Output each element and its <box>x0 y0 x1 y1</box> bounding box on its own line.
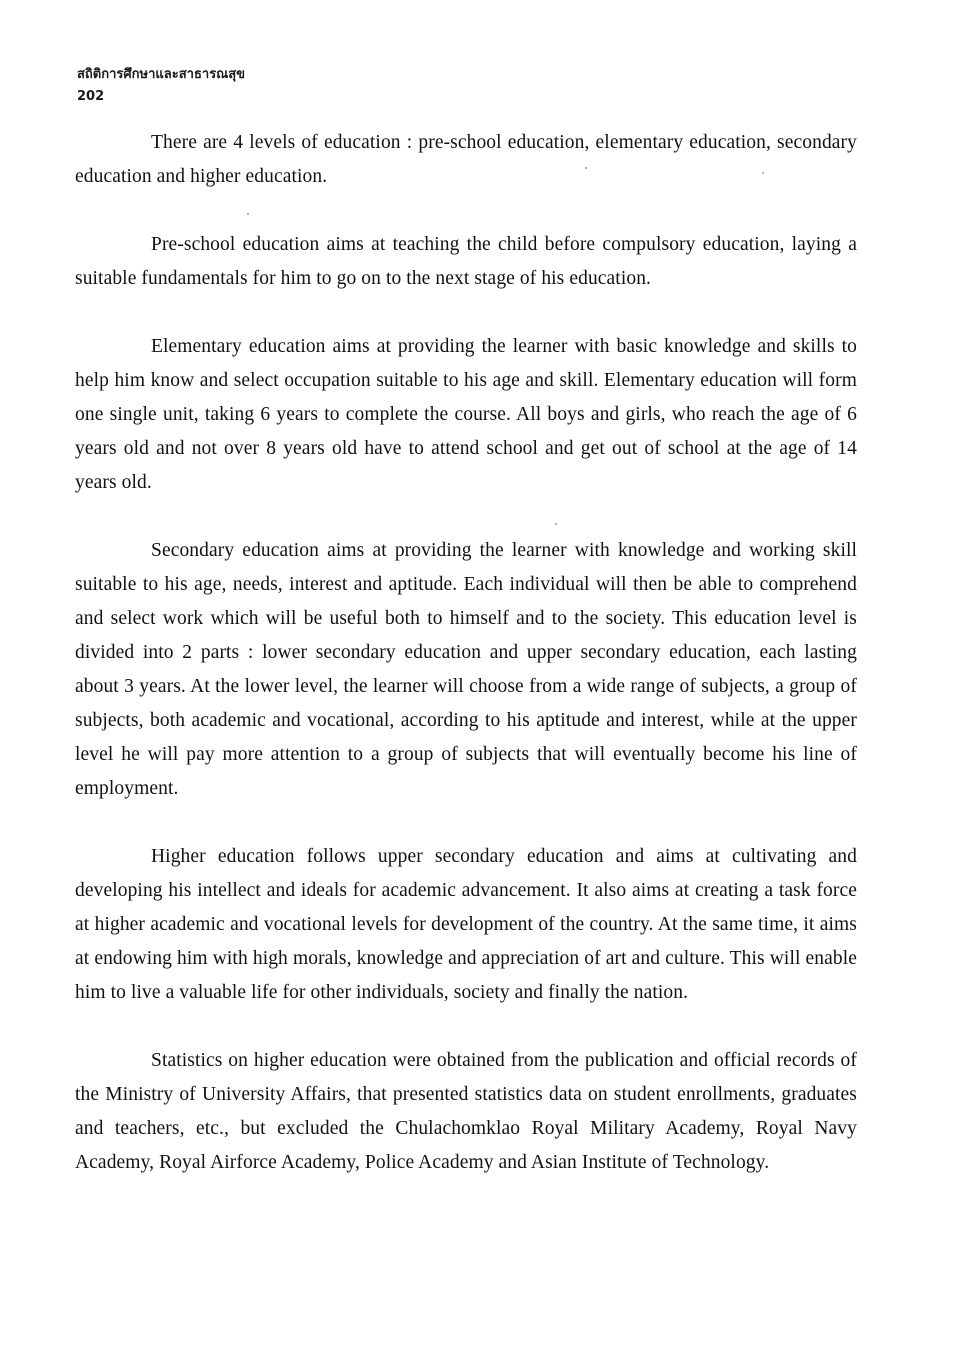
body-text <box>75 126 857 1214</box>
header-title: สถิติการศึกษาและสาธารณสุข <box>77 67 246 82</box>
paragraph-secondary-education: Secondary education aims at providing the learner with knowledge and working skill suitable to his age, needs, interest and aptitude. Each individual will then be able to comprehend and select work which will be useful both to himself and to the society. This education level is divided into 2 parts : lower secondary education and upper secondary education, each lasting about 3 years. At the lower level, the learner will choose from a wide range of subjects, a group of subjects, both academic and vocational, according to his aptitude and interest, while at the upper level he will pay more attention to a group of subjects that will eventually become his line of employment. <box>75 540 857 799</box>
paragraph-elementary-education: Elementary education aims at providing the learner with basic knowledge and skills to help him know and select occupation suitable to his age and skill. Elementary education will form one single unit, taking 6 years to complete the course. All boys and girls, who reach the age of 6 years old and not over 8 years old have to attend school and get out of school at the age of 14 years old. <box>75 336 857 493</box>
page-number: 202 <box>77 89 105 104</box>
paragraph-statistics-sources: Statistics on higher education were obtained from the publication and official records of the Ministry of University Affairs, that presented statistics data on student enrollments, graduates and teachers, etc., but excluded the Chulachomklao Royal Military Academy, Royal Navy Academy, Royal Airforce Academy, Police Academy and Asian Institute of Technology. <box>75 1050 857 1173</box>
paragraph-higher-education: Higher education follows upper secondary education and aims at cultivating and developing his intellect and ideals for academic advancement. It also aims at creating a task force at higher academic and vocational levels for development of the country. At the same time, it aims at endowing him with high morals, knowledge and appreciation of art and culture. This will enable him to live a valuable life for other individuals, society and finally the nation. <box>75 846 857 1003</box>
scan-speck <box>585 167 587 169</box>
scan-speck <box>762 172 764 174</box>
paragraph-levels-of-education: There are 4 levels of education : pre-school education, elementary education, secondary education and higher education. <box>75 132 857 187</box>
scan-speck <box>555 523 557 525</box>
scan-speck <box>247 213 249 215</box>
running-header <box>77 64 245 108</box>
paragraph-pre-school-education: Pre-school education aims at teaching the child before compulsory education, laying a suitable fundamentals for him to go on to the next stage of his education. <box>75 234 857 289</box>
